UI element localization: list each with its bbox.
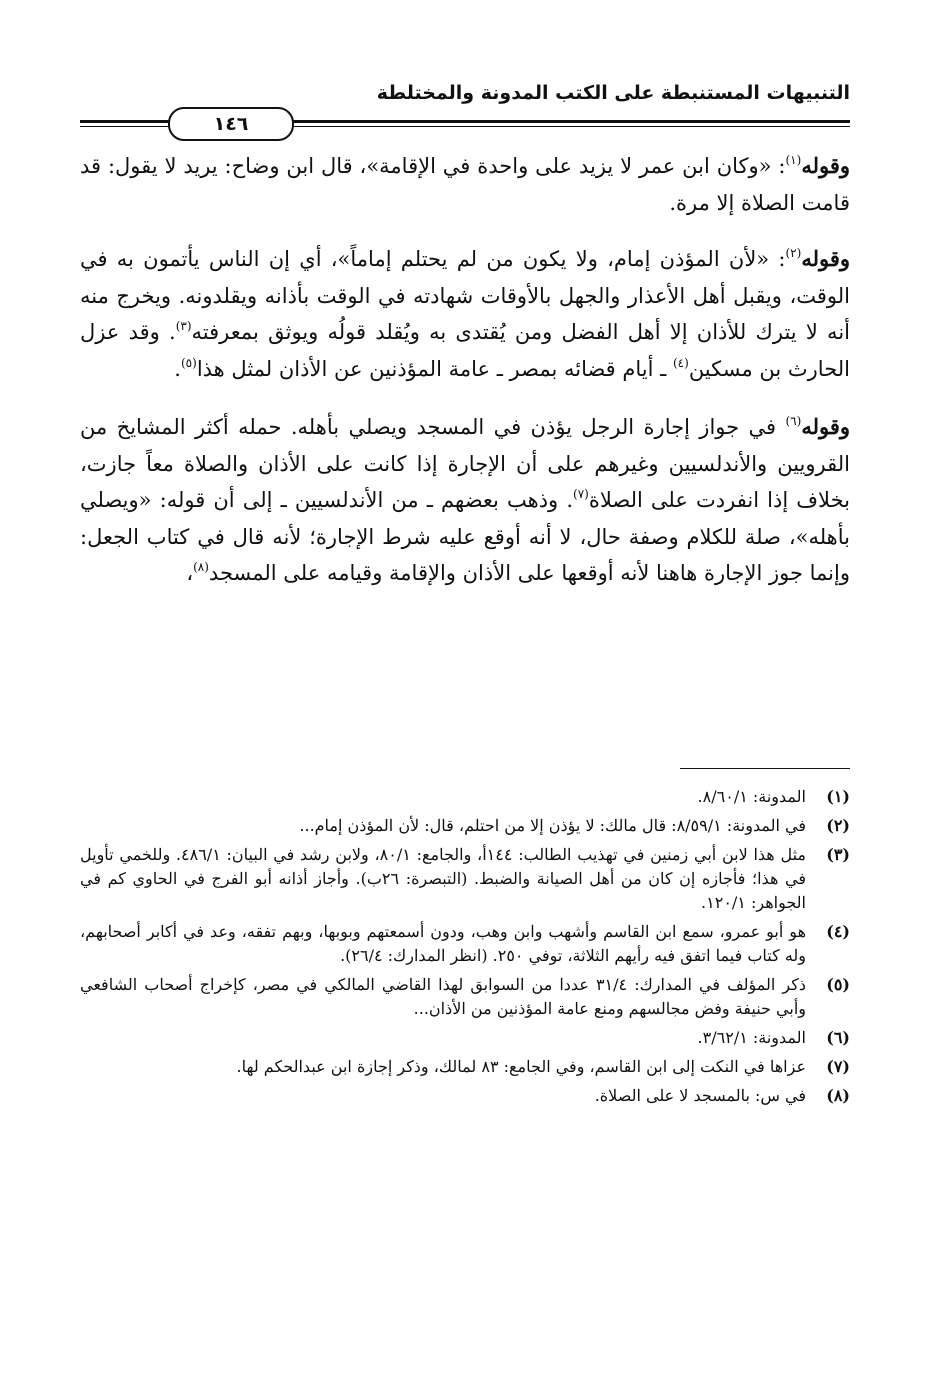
footnote-item [80,814,850,838]
footnote-ref: (٣) [175,319,192,333]
paragraph-3 [80,409,850,592]
footnote-ref: (٥) [180,355,197,370]
footnote-text: المدونة: ٣/٦٢/١. [697,1028,806,1047]
paragraph-1 [80,148,850,221]
footnote-number: (٤) [826,922,850,941]
footnote-item [80,1026,850,1050]
page-number: ١٤٦ [168,107,294,141]
footnote-number: (١) [826,787,850,806]
footnote-text: المدونة: ٨/٦٠/١. [697,787,806,806]
paragraph-lead: وقوله [801,153,850,178]
main-text [80,148,850,614]
footnote-number: (٣) [826,845,850,864]
paragraph-text: : «وكان ابن عمر لا يزيد على واحدة في الإقامة»، قال ابن وضاح: يريد لا يقول: قد قامت الصلاة إلا مرة. [80,154,850,215]
footnote-number: (٨) [826,1086,850,1105]
footnote-item [80,1084,850,1108]
footnote-separator [680,768,850,769]
paragraph-text: ـ أيام قضائه بمصر ـ عامة المؤذنين عن الأذان لمثل هذا [196,356,673,381]
footnote-ref: (٤) [672,355,689,370]
paragraph-text: : «لأن المؤذن إمام، ولا يكون من لم يحتلم إماماً»، أي إن الناس يأتمون به في الوقت، ويقبل أهل الأعذار والجهل بالأوقات شهادته في الوقت بأذانه ويقلدونه. ويخرج منه أنه لا يترك للأذان إلا أهل الفضل ومن يُقتدى به ويُقلد قولُه ويوثق بمعرفته [80,247,851,344]
footnote-number: (٢) [826,816,850,835]
running-title: التنبيهات المستنبطة على الكتب المدونة والمختلطة [376,82,850,104]
footnote-item [80,843,850,915]
paragraph-text: في جواز إجارة الرجل يؤذن في المسجد ويصلي بأهله. حمله أكثر المشايخ من القرويين والأندلسيين وغيرهم على أن الإجارة إذا كانت على الأذان والصلاة معاً جازت، بخلاف إذا انفردت على الصلاة [80,415,850,512]
paragraph-text: . وذهب بعضهم ـ من الأندلسيين ـ إلى أن قوله: «ويصلي بأهله»، صلة للكلام وصفة حال، لا أنه أوقع عليه شرط الإجارة؛ لأنه قال في كتاب الجعل: وإنما جوز الإجارة هاهنا لأنه أوقعها على الأذان والإقامة وقيامه على المسجد [80,488,850,585]
footnote-number: (٦) [826,1028,850,1047]
footnote-item [80,785,850,809]
footnotes [80,785,850,1113]
paragraph-text: . [174,356,181,381]
paragraph-text: ، [186,561,194,585]
footnote-text: ذكر المؤلف في المدارك: ٣١/٤ عددا من السوابق لهذا القاضي المالكي في مصر، كإخراج أصحاب الشافعي وأبي حنيفة وفض مجالسهم ومنع عامة المؤذنين من الأذان... [80,975,807,1018]
footnote-ref: (٧) [573,487,589,501]
footnote-item [80,920,850,968]
footnote-item [80,1055,850,1079]
paragraph-lead: وقوله [801,246,850,271]
footnote-text: هو أبو عمرو، سمع ابن القاسم وأشهب وابن وهب، ودون أسمعتهم وبوبها، وبهم تفقه، وعد في أكابر أصحابهم، وله كتاب فيما اتفق فيه رأيهم الثلاثة، توفي ٢٥٠. (انظر المدارك: ٢٦/٤). [80,922,806,965]
footnote-ref: (٨) [193,560,209,574]
footnote-text: عزاها في النكت إلى ابن القاسم، وفي الجامع: ٨٣ لمالك، وذكر إجازة ابن عبدالحكم لها. [236,1057,806,1076]
footnote-item [80,973,850,1021]
page-header [80,78,850,138]
footnote-number: (٥) [826,975,850,994]
paragraph-2 [80,241,850,387]
footnote-ref: (١) [785,153,802,167]
footnote-text: في س: بالمسجد لا على الصلاة. [594,1086,806,1105]
footnote-ref: (٢) [785,246,802,260]
footnote-number: (٧) [826,1057,850,1076]
footnote-text: في المدونة: ٨/٥٩/١: قال مالك: لا يؤذن إلا من احتلم، قال: لأن المؤذن إمام... [299,816,806,835]
paragraph-text: . وقد عزل الحارث بن مسكين [80,320,850,381]
paragraph-lead: وقوله [801,414,850,439]
footnote-ref: (٦) [785,414,802,428]
footnote-text: مثل هذا لابن أبي زمنين في تهذيب الطالب: ١٤٤أ، والجامع: ٨٠/١، ولابن رشد في البيان: ٤٨٦/١. وللخمي تأويل في هذا؛ فأجازه إن كان من أهل الصيانة والضبط. (التبصرة: ٢٦ب). وأجاز أذانه أبو الفرج في الحاوي كم في الجواهر: ١٢٠/١. [80,845,806,912]
